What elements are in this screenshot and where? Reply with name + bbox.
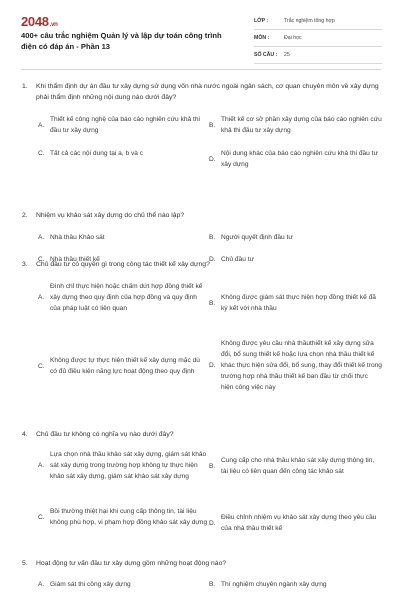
option-d[interactable] xyxy=(209,338,382,393)
header-divider xyxy=(21,69,381,70)
option-d[interactable] xyxy=(209,512,382,534)
option-letter: B. xyxy=(209,462,216,470)
option-text: Không được giám sát thực hiện hợp đồng thiết kế đã ký kết với nhà thầu xyxy=(221,294,376,312)
document-meta xyxy=(254,13,382,64)
option-b[interactable] xyxy=(209,579,382,590)
option-a[interactable] xyxy=(38,281,208,314)
document-header xyxy=(0,0,400,64)
meta-key: MÔN : xyxy=(254,35,270,41)
question-body: Khi thẩm định dự án đầu tư xây dựng sử dụng vốn nhà nước ngoài ngân sách, cơ quan chuyên môn về xây dựng phải thẩm định những nội dung nào dưới đây? xyxy=(36,83,379,101)
meta-row-subject xyxy=(254,30,382,47)
option-letter: A. xyxy=(38,121,45,129)
question-number: 4. xyxy=(22,431,28,438)
document-title: 400+ câu trắc nghiệm Quản lý và lập dự toán công trình điện có đáp án - Phần 13 xyxy=(21,31,222,51)
option-letter: A. xyxy=(38,294,45,301)
option-letter: B. xyxy=(209,121,216,129)
option-letter: C. xyxy=(38,256,45,263)
question-text xyxy=(22,81,382,103)
option-letter: D. xyxy=(209,256,216,263)
option-text: Chủ đầu tư xyxy=(221,256,255,263)
question-number: 1. xyxy=(22,83,28,90)
meta-key: LỚP : xyxy=(254,18,269,24)
option-text: Thí nghiệm chuyên ngành xây dựng xyxy=(221,581,327,588)
option-a[interactable] xyxy=(38,114,208,136)
option-letter: C. xyxy=(38,362,45,370)
logo-text: 2048 xyxy=(21,14,49,29)
question-number: 3. xyxy=(22,261,28,268)
option-a[interactable] xyxy=(38,232,208,243)
option-text: Không được yêu cầu nhà thầuthiết kế xây dựng sửa đổi, bổ sung thiết kế hoặc lựa chọn nhà thầu thiết kế khác thực hiện sửa đổi, bổ sung, thay đổi thiết kế trong trường hợp nhà thầu thiết kế ban đầu từ chối thực hiện công việc này xyxy=(221,340,382,391)
option-letter: B. xyxy=(209,581,216,588)
option-b[interactable] xyxy=(209,455,382,477)
option-text: Nhà thầu thiết kế xyxy=(50,256,100,263)
option-b[interactable] xyxy=(209,114,382,136)
question-text xyxy=(22,259,382,270)
option-letter: B. xyxy=(209,234,216,241)
meta-value: Trắc nghiệm tổng hợp xyxy=(284,18,335,24)
question-4 xyxy=(22,429,382,532)
option-letter: D. xyxy=(209,155,216,163)
option-text: Thiết kế cơ sở phần xây dựng của báo cáo nghiên cứu khả thi đầu tư xây dựng xyxy=(221,116,382,134)
option-letter: A. xyxy=(38,234,45,241)
option-letter: D. xyxy=(209,362,216,369)
option-letter: A. xyxy=(38,581,45,588)
question-1 xyxy=(22,81,382,168)
site-logo[interactable] xyxy=(21,14,58,29)
meta-row-count xyxy=(254,47,382,64)
meta-value: Đại học xyxy=(284,35,302,41)
question-text xyxy=(22,429,382,440)
option-text: Cung cấp cho nhà thầu khảo sát xây dựng thông tin, tài liệu có liên quan đến công tác khảo sát xyxy=(221,457,375,475)
option-text: Lựa chọn nhà thầu khảo sát xây dựng, giám sát khảo sát xây dựng trong trường hợp không tự thực hiện khảo sát xây dựng, giám sát khảo sát xây dựng xyxy=(50,451,207,480)
option-letter: A. xyxy=(38,462,45,469)
option-c[interactable] xyxy=(38,506,208,528)
question-5 xyxy=(22,558,382,588)
question-body: Hoạt động tư vấn đầu tư xây dựng gồm những hoạt động nào? xyxy=(36,560,227,567)
option-letter: B. xyxy=(209,299,216,307)
question-text xyxy=(22,210,382,221)
question-body: Nhiệm vụ khảo sát xây dựng do chủ thể nào lập? xyxy=(36,212,185,219)
option-letter: C. xyxy=(38,513,45,521)
logo-suffix: .vn xyxy=(49,22,58,28)
option-text: Người quyết định đầu tư xyxy=(221,234,293,241)
option-text: Nhà thầu Khảo sát xyxy=(50,234,105,241)
option-a[interactable] xyxy=(38,579,208,590)
meta-value: 25 xyxy=(284,52,290,58)
question-number: 2. xyxy=(22,212,28,219)
question-2 xyxy=(22,210,382,263)
option-text: Tất cả các nội dung tại a, b và c xyxy=(50,150,144,157)
option-b[interactable] xyxy=(209,292,382,314)
option-text: Đình chỉ thực hiện hoặc chấm dứt hợp đồng thiết kế xây dựng theo quy định của hợp đồng và quy định của pháp luật có liên quan xyxy=(50,283,203,312)
option-text: Điều chỉnh nhiệm vụ khảo sát xây dựng theo yêu cầu của nhà thầu thiết kế xyxy=(221,514,377,532)
option-c[interactable] xyxy=(38,148,208,159)
question-text xyxy=(22,558,382,569)
meta-key: SỐ CÂU : xyxy=(254,52,278,58)
question-number: 5. xyxy=(22,560,28,567)
option-text: Bồi thường thiệt hại khi cung cấp thông tin, tài liệu không phù hợp, vi phạm hợp đồng khảo sát xây dựng xyxy=(50,508,208,526)
question-body: Chủ đầu tư không có nghĩa vụ nào dưới đây? xyxy=(36,431,174,438)
question-body: Chủ đầu tư có quyền gì trong công tác thiết kế xây dựng? xyxy=(36,261,210,268)
option-text: Thiết kế công nghệ của báo cáo nghiên cứu khả thi đầu tư xây dựng xyxy=(50,116,200,134)
option-b[interactable] xyxy=(209,232,382,243)
meta-row-class xyxy=(254,13,382,30)
option-text: Nội dung khác của báo cáo nghiên cứu khả thi đầu tư xây dựng xyxy=(221,150,378,168)
option-a[interactable] xyxy=(38,449,208,482)
option-d[interactable] xyxy=(209,148,382,170)
option-letter: C. xyxy=(38,150,45,157)
option-text: Không được tự thực hiện thiết kế xây dựng mặc dù có đủ điều kiện năng lực hoạt động theo quy định xyxy=(50,357,200,375)
option-letter: D. xyxy=(209,519,216,527)
option-text: Giám sát thi công xây dựng xyxy=(50,581,131,588)
question-3 xyxy=(22,259,382,391)
option-c[interactable] xyxy=(38,355,208,377)
